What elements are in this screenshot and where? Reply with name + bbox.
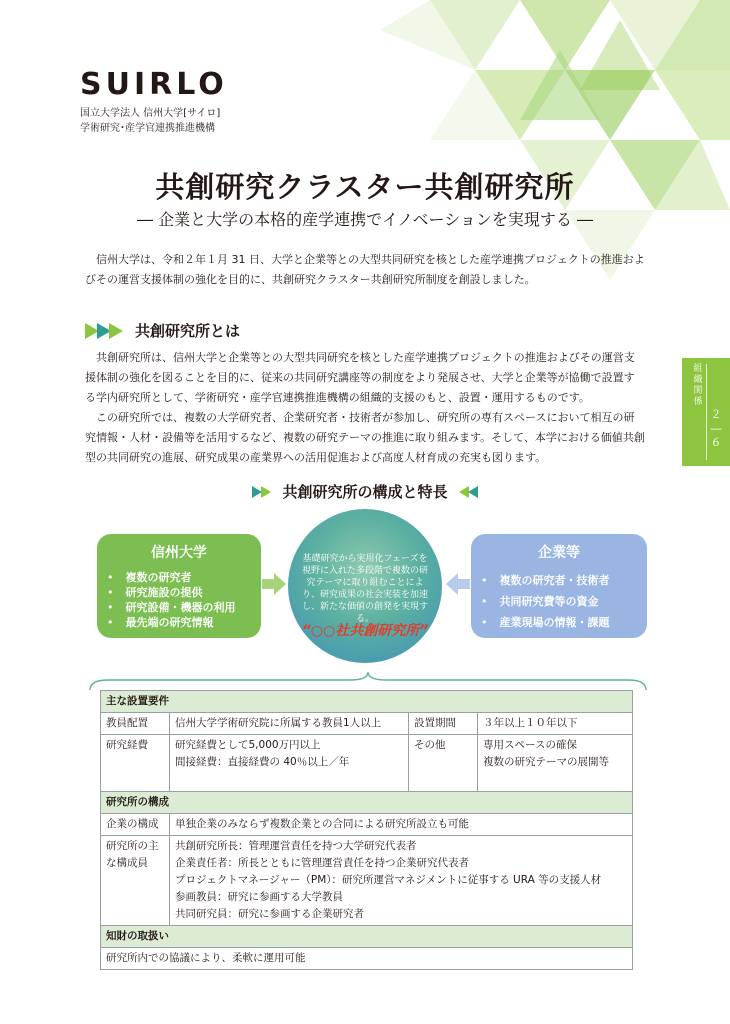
- side-tab-divider: [706, 364, 707, 460]
- table-cell: 研究所内での協議により、柔軟に運用可能: [101, 948, 633, 970]
- table-label: その他: [409, 735, 478, 792]
- member-line: 参画教員：研究に参画する大学教員: [175, 891, 343, 903]
- table-cell-line: 専用スペースの確保: [483, 739, 577, 751]
- section-paragraph-2: この研究所では、複数の大学研究者、企業研究者・技術者が参加し、研究所の専有スペースにおいて相互の研究情報・人材・設備等を活用するなど、複数の研究テーマの推進に取り組みます。そして、本学における価値共創型の共同研究の進展、研究成果の産業界への活用促進および高度人材育成の充実も図ります。: [85, 411, 645, 464]
- list-item: • 最先端の研究情報: [107, 615, 261, 630]
- table-cell-line: 間接経費：直接経費の 40％以上／年: [175, 756, 350, 768]
- arrow-right-icon: [252, 485, 274, 499]
- table-header: 主な設置要件: [101, 691, 633, 713]
- table-label: 研究所の主な構成員: [101, 836, 170, 926]
- list-item: • 共同研究費等の資金: [481, 591, 647, 612]
- panel-right-title: 企業等: [538, 545, 580, 561]
- section-body: [85, 348, 645, 468]
- curly-brace: [88, 670, 648, 692]
- table-label: 企業の構成: [101, 814, 170, 836]
- panel-left-title: 信州大学: [151, 545, 207, 561]
- table-cell-line: 複数の研究テーマの展開等: [483, 756, 609, 768]
- table-header: 研究所の構成: [101, 792, 633, 814]
- circle-description: 基礎研究から実用化フェーズを視野に入れた多段階で複数の研究テーマに取り組むことにより、研究成果の社会実装を加速し、新たな価値の創発を実現する。: [301, 554, 428, 624]
- table-label: 研究経費: [101, 735, 170, 792]
- section-heading-text: 共創研究所とは: [135, 322, 241, 340]
- table-cell-line: 研究経費として5,000万円以上: [175, 739, 321, 751]
- suirlo-logo: [80, 68, 228, 136]
- arrow-left-to-circle: [446, 573, 470, 595]
- table-row: [101, 691, 633, 713]
- table-label: 設置期間: [409, 713, 478, 735]
- intro-paragraph: 信州大学は、令和２年１月 31 日、大学と企業等との大型共同研究を核とした産学連携プロジェクトの推進およびその運営支援体制の強化を目的に、共創研究クラスター共創研究所制度を創設しました。: [85, 253, 645, 286]
- member-line: 企業責任者：所長とともに管理運営責任を持つ企業研究代表者: [175, 857, 469, 869]
- logo-line-2: 学術研究･産学官連携推進機構: [80, 123, 215, 134]
- list-item: • 研究施設の提供: [107, 585, 261, 600]
- section-heading: [85, 320, 240, 341]
- logo-line-1: 国立大学法人 信州大学[サイロ]: [80, 108, 221, 119]
- circle-lab-name: “○○社共創研究所”: [301, 623, 429, 639]
- table-cell: ３年以上１０年以下: [478, 713, 633, 735]
- logo-wordmark: SUIRLO: [80, 67, 228, 102]
- arrow-right-to-circle: [262, 573, 286, 595]
- requirements-table: [100, 690, 633, 970]
- page-subtitle: ― 企業と大学の本格的産学連携でイノベーションを実現する ―: [137, 210, 593, 229]
- double-arrow-icon: [85, 321, 127, 341]
- member-line: 共創研究所長：管理運営責任を持つ大学研究代表者: [175, 840, 417, 852]
- arrow-left-icon: [456, 485, 478, 499]
- list-item: • 複数の研究者: [107, 570, 261, 585]
- table-label: 教員配置: [101, 713, 170, 735]
- table-cell: 信州大学学術研究院に所属する教員1人以上: [170, 713, 409, 735]
- table-cell: [170, 735, 409, 792]
- panel-companies: [471, 534, 647, 638]
- table-row: [101, 814, 633, 836]
- panel-right-list: [481, 570, 647, 633]
- table-header: 知財の取扱い: [101, 926, 633, 948]
- table-row: [101, 836, 633, 926]
- side-tab-number: ２―６: [710, 408, 722, 449]
- table-row: [101, 735, 633, 792]
- list-item: • 複数の研究者・技術者: [481, 570, 647, 591]
- table-row: [101, 948, 633, 970]
- list-item: • 産業現場の情報・課題: [481, 612, 647, 633]
- table-cell: [478, 735, 633, 792]
- member-line: 共同研究員：研究に参画する企業研究者: [175, 908, 364, 920]
- side-tab-label: 組織関係: [693, 364, 703, 407]
- section-paragraph-1: 共創研究所は、信州大学と企業等との大型共同研究を核とした産学連携プロジェクトの推進およびその運営支援体制の強化を図ることを目的に、従来の共同研究講座等の制度をより発展させ、大学と企業等が協働で設置する学内研究所として、学術研究・産学官連携推進機構の組織的支援のもと、設置・運用するものです。: [85, 351, 635, 404]
- table-row: [101, 926, 633, 948]
- member-line: プロジェクトマネージャー（PM）：研究所運営マネジメントに従事する URA 等の支援人材: [175, 874, 602, 886]
- table-cell: [170, 836, 633, 926]
- figure-heading-text: 共創研究所の構成と特長: [282, 483, 448, 501]
- list-item: • 研究設備・機器の利用: [107, 600, 261, 615]
- table-cell: 単独企業のみならず複数企業との合同による研究所設立も可能: [170, 814, 633, 836]
- table-row: [101, 713, 633, 735]
- page-title: 共創研究クラスター共創研究所: [155, 170, 575, 204]
- figure-heading: [0, 481, 730, 502]
- table-row: [101, 792, 633, 814]
